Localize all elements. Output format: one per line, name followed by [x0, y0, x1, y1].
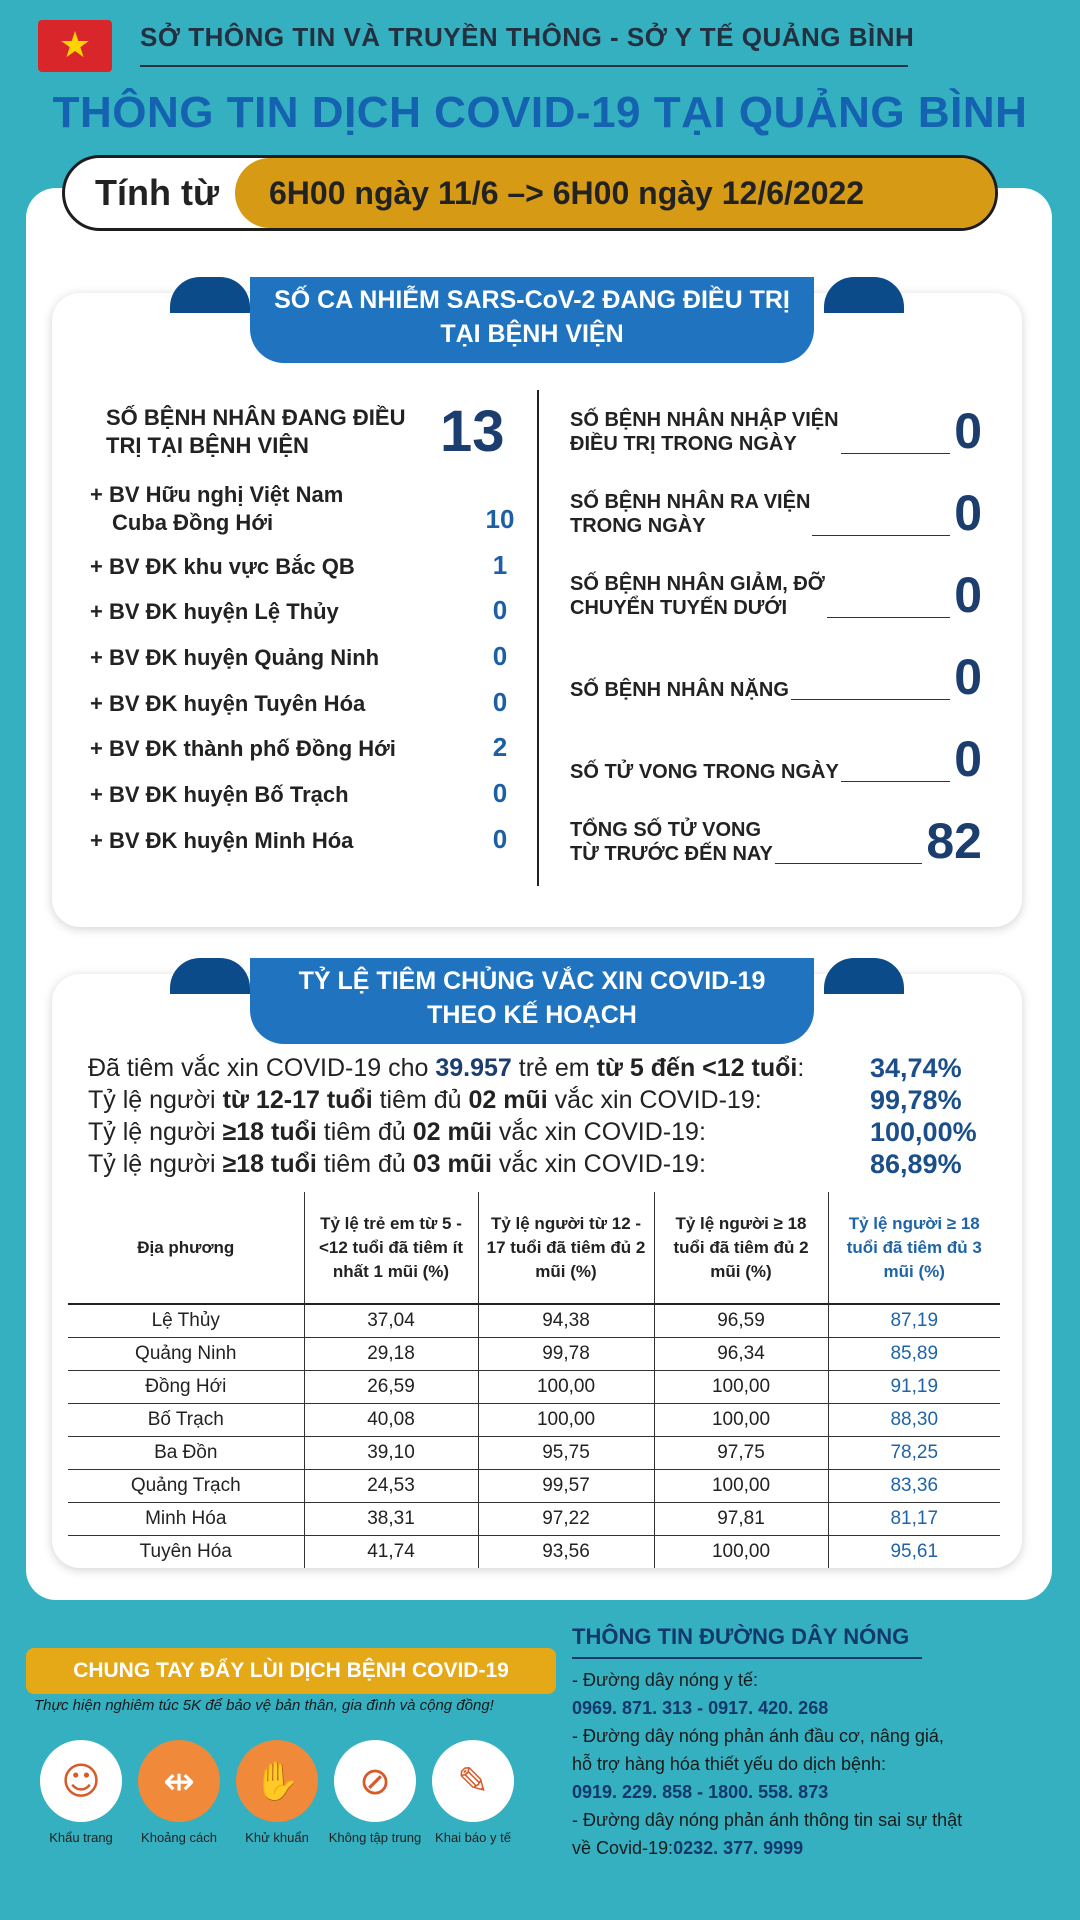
stat-label-line1: SỐ BỆNH NHÂN NHẬP VIỆN: [570, 409, 839, 431]
table-cell-locality: Đồng Hới: [68, 1370, 304, 1403]
distance-icon: ⇹: [138, 1740, 220, 1822]
table-cell-value: 41,74: [304, 1535, 478, 1568]
hospital-item-value: 0: [492, 778, 508, 808]
vaccination-summary-line: [88, 1084, 988, 1116]
table-row: [68, 1502, 1000, 1535]
organization-header: SỞ THÔNG TIN VÀ TRUYỀN THÔNG - SỞ Y TẾ QUẢNG BÌNH: [140, 22, 915, 52]
hotline-health-label: - Đường dây nóng y tế:: [572, 1670, 758, 1690]
stat-label-line1: SỐ BỆNH NHÂN RA VIỆN: [570, 491, 811, 513]
stat-label-line2: TRONG NGÀY: [570, 515, 706, 537]
stat-label-line2: CHUYỂN TUYẾN DƯỚI: [570, 597, 788, 619]
text-span: ≥18 tuổi: [222, 1118, 317, 1146]
date-range-bar: [62, 155, 998, 231]
hotline-fake-news-label: về Covid-19:: [572, 1838, 674, 1858]
hospital-item-value: 1: [492, 550, 508, 580]
column-header: Tỷ lệ trẻ em từ 5 - <12 tuổi đã tiêm ít nhất 1 mũi (%): [304, 1192, 478, 1304]
hospital-item-value: 10: [485, 504, 515, 534]
stat-deaths-today: [570, 724, 990, 787]
stat-total-deaths: [570, 806, 990, 869]
table-cell-value: 97,22: [478, 1502, 654, 1535]
stat-label: [570, 490, 812, 538]
column-header: Tỷ lệ người từ 12 - 17 tuổi đã tiêm đủ 2 mũi (%): [478, 1192, 654, 1304]
hospital-item-name: + BV ĐK thành phố Đồng Hới: [90, 736, 396, 761]
hospital-item-value: 0: [492, 595, 508, 625]
hospital-item-name: + BV ĐK huyện Lệ Thủy: [90, 599, 339, 624]
table-cell-value: 100,00: [654, 1403, 828, 1436]
stat-value: 0: [950, 406, 982, 456]
table-cell-locality: Lệ Thủy: [68, 1304, 304, 1337]
text-span: trẻ em: [511, 1054, 597, 1082]
hand-wash-icon: ✋: [236, 1740, 318, 1822]
stat-label: [570, 408, 841, 456]
text-span: vắc xin COVID-19:: [547, 1086, 762, 1114]
ribbon-wing-left: [170, 958, 250, 994]
hospital-item-value: 0: [492, 641, 508, 671]
slogan-subtitle: Thực hiện nghiêm túc 5K để bảo vệ bản thân, gia đình và cộng đồng!: [34, 1697, 494, 1714]
hospital-item-value: 0: [492, 824, 508, 854]
table-cell-value: 100,00: [478, 1370, 654, 1403]
text-span: vắc xin COVID-19:: [491, 1118, 706, 1146]
table-cell-value: 95,61: [828, 1535, 1000, 1568]
table-cell-locality: Bố Trạch: [68, 1403, 304, 1436]
table-cell-locality: Ba Đồn: [68, 1436, 304, 1469]
hotline-fake-news-number: 0232. 377. 9999: [673, 1838, 804, 1858]
table-cell-value: 87,19: [828, 1304, 1000, 1337]
mask-icon: ☺: [40, 1740, 122, 1822]
treatment-section-title: [250, 277, 814, 363]
table-cell-value: 99,78: [478, 1337, 654, 1370]
ribbon-wing-right: [824, 277, 904, 313]
table-cell-value: 24,53: [304, 1469, 478, 1502]
text-span: :: [797, 1054, 805, 1082]
hospital-item-name: + BV ĐK huyện Quảng Ninh: [90, 645, 380, 670]
header-divider: [140, 65, 908, 67]
stat-label: SỐ TỬ VONG TRONG NGÀY: [570, 761, 839, 783]
table-cell-value: 96,34: [654, 1337, 828, 1370]
health-declaration-icon: ✎: [432, 1740, 514, 1822]
table-cell-value: 38,31: [304, 1502, 478, 1535]
column-divider: [537, 390, 539, 886]
table-cell-locality: Minh Hóa: [68, 1502, 304, 1535]
rule-label: Khai báo y tế: [435, 1830, 511, 1845]
table-cell-locality: Quảng Ninh: [68, 1337, 304, 1370]
hospital-name-line1: + BV Hữu nghị Việt Nam: [90, 482, 344, 507]
table-row: [68, 1535, 1000, 1568]
hospital-item-name: + BV ĐK huyện Bố Trạch: [90, 782, 349, 807]
vaccination-title-line1: TỶ LỆ TIÊM CHỦNG VẮC XIN COVID-19: [298, 967, 766, 995]
stat-label-line1: SỐ BỆNH NHÂN GIẢM, ĐỠ: [570, 573, 825, 595]
ribbon-wing-left: [170, 277, 250, 313]
table-cell-value: 100,00: [654, 1370, 828, 1403]
rule-label: Khoảng cách: [141, 1830, 217, 1845]
vaccination-summary-line: [88, 1116, 988, 1148]
stat-label: [570, 818, 775, 866]
stat-value: 82: [922, 816, 982, 866]
table-cell-value: 100,00: [654, 1535, 828, 1568]
stat-label-line2: ĐIỀU TRỊ TRONG NGÀY: [570, 433, 797, 455]
table-cell-value: 100,00: [654, 1469, 828, 1502]
hospital-item-value: 0: [492, 687, 508, 717]
hotline-divider: [572, 1657, 922, 1659]
vaccination-section-title: [250, 958, 814, 1044]
table-row: [68, 1436, 1000, 1469]
vietnam-flag-icon: [38, 20, 112, 72]
table-cell-value: 99,57: [478, 1469, 654, 1502]
table-cell-value: 88,30: [828, 1403, 1000, 1436]
hospital-item-value: 2: [492, 732, 508, 762]
table-cell-value: 93,56: [478, 1535, 654, 1568]
vaccination-summary-pct: 100,00%: [870, 1117, 977, 1147]
table-cell-value: 100,00: [478, 1403, 654, 1436]
stat-label: [570, 572, 827, 620]
stat-value: 0: [950, 652, 982, 702]
table-cell-locality: Tuyên Hóa: [139, 1540, 232, 1562]
text-span: từ 12-17 tuổi: [222, 1086, 373, 1114]
table-row: [68, 1304, 1000, 1337]
no-gathering-icon: ⊘: [334, 1740, 416, 1822]
table-cell-value: 94,38: [478, 1304, 654, 1337]
table-cell-value: 78,25: [828, 1436, 1000, 1469]
text-span: 03 mũi: [412, 1150, 492, 1178]
stat-label: SỐ BỆNH NHÂN NẶNG: [570, 679, 789, 701]
stat-value: 0: [950, 734, 982, 784]
text-span: vắc xin COVID-19:: [491, 1150, 706, 1178]
table-cell-value: 26,59: [304, 1370, 478, 1403]
date-range-value: 6H00 ngày 11/6 –> 6H00 ngày 12/6/2022: [235, 158, 995, 228]
text-span: tiêm đủ: [316, 1150, 413, 1178]
hospital-item-name: + BV ĐK huyện Tuyên Hóa: [90, 691, 366, 716]
table-cell-value: 39,10: [304, 1436, 478, 1469]
text-span: tiêm đủ: [316, 1118, 413, 1146]
page-title: THÔNG TIN DỊCH COVID-19 TẠI QUẢNG BÌNH: [52, 88, 1028, 137]
table-cell-value: 97,81: [654, 1502, 828, 1535]
text-span: Tỷ lệ người: [88, 1086, 223, 1114]
table-row: [68, 1337, 1000, 1370]
vaccination-summary-pct: 99,78%: [870, 1085, 962, 1115]
hotline-price-numbers: 0919. 229. 858 - 1800. 558. 873: [572, 1782, 829, 1802]
text-span: 39.957: [435, 1054, 512, 1082]
table-cell-value: 29,18: [304, 1337, 478, 1370]
vaccination-table: [68, 1192, 1000, 1568]
text-span: 02 mũi: [468, 1086, 548, 1114]
hotline-fake-news-label: - Đường dây nóng phản ánh thông tin sai sự thật: [572, 1810, 963, 1830]
table-cell-value: 91,19: [828, 1370, 1000, 1403]
vaccination-summary-line: [88, 1148, 988, 1180]
text-span: Tỷ lệ người: [88, 1150, 223, 1178]
table-cell-value: 37,04: [304, 1304, 478, 1337]
column-header: Tỷ lệ người ≥ 18 tuổi đã tiêm đủ 2 mũi (%): [654, 1192, 828, 1304]
table-cell-locality: Quảng Trạch: [68, 1469, 304, 1502]
text-span: ≥18 tuổi: [222, 1150, 317, 1178]
treatment-title-line2: TẠI BỆNH VIỆN: [440, 320, 624, 348]
column-header: Tỷ lệ người ≥ 18 tuổi đã tiêm đủ 3 mũi (%): [828, 1192, 1000, 1304]
rule-label: Không tập trung: [328, 1830, 422, 1845]
hotline-price-label: - Đường dây nóng phản ánh đầu cơ, nâng giá,: [572, 1726, 944, 1746]
flag-star-icon: ★: [58, 25, 92, 66]
vaccination-summary-pct: 86,89%: [870, 1149, 962, 1179]
vaccination-summary-line: [88, 1052, 988, 1084]
hotline-price-label: hỗ trợ hàng hóa thiết yếu do dịch bệnh:: [572, 1754, 887, 1774]
stat-label-line2: TỪ TRƯỚC ĐẾN NAY: [570, 843, 773, 865]
table-cell-value: 85,89: [828, 1337, 1000, 1370]
text-span: tiêm đủ: [372, 1086, 469, 1114]
total-inpatients-value: 13: [440, 399, 505, 464]
text-span: Tỷ lệ người: [88, 1118, 223, 1146]
slogan-banner: CHUNG TAY ĐẨY LÙI DỊCH BỆNH COVID-19: [26, 1648, 556, 1694]
hospital-item-name: + BV ĐK huyện Minh Hóa: [90, 828, 354, 853]
rule-label: Khẩu trang: [49, 1830, 113, 1845]
hotline-fake-news-row: [572, 1834, 1072, 1862]
vaccination-title-line2: THEO KẾ HOẠCH: [427, 1001, 637, 1029]
table-cell-value: 96,59: [654, 1304, 828, 1337]
date-range-label: Tính từ: [95, 172, 220, 213]
stat-admitted-today: [570, 396, 990, 459]
hospital-item-name: + BV ĐK khu vực Bắc QB: [90, 554, 355, 579]
stat-label-line1: TỔNG SỐ TỬ VONG: [570, 819, 762, 841]
hotline-title: THÔNG TIN ĐƯỜNG DÂY NÓNG: [572, 1624, 910, 1649]
stat-value: 0: [950, 488, 982, 538]
text-span: Đã tiêm vắc xin COVID-19 cho: [88, 1054, 436, 1082]
stat-severe: [570, 642, 990, 705]
stat-value: 0: [950, 570, 982, 620]
table-cell-value: 97,75: [654, 1436, 828, 1469]
table-cell-value: 40,08: [304, 1403, 478, 1436]
stat-discharged-today: [570, 478, 990, 541]
table-row: [68, 1403, 1000, 1436]
text-span: 02 mũi: [412, 1118, 492, 1146]
table-cell-value: 95,75: [478, 1436, 654, 1469]
treatment-title-line1: SỐ CA NHIỄM SARS-CoV-2 ĐANG ĐIỀU TRỊ: [274, 286, 790, 314]
stat-transferred-down: [570, 560, 990, 623]
hotline-health-numbers: 0969. 871. 313 - 0917. 420. 268: [572, 1698, 829, 1718]
column-header: Địa phương: [68, 1192, 304, 1304]
table-header-row: [68, 1192, 1000, 1304]
total-inpatients-label: SỐ BỆNH NHÂN ĐANG ĐIỀU TRỊ TẠI BỆNH VIỆN: [106, 405, 406, 458]
hospital-name-line2: Cuba Đồng Hới: [112, 510, 274, 535]
ribbon-wing-right: [824, 958, 904, 994]
table-row: [68, 1469, 1000, 1502]
vaccination-summary-pct: 34,74%: [870, 1053, 962, 1083]
table-cell-value: 83,36: [828, 1469, 1000, 1502]
table-row: [68, 1370, 1000, 1403]
rule-label: Khử khuẩn: [245, 1830, 309, 1845]
text-span: từ 5 đến <12 tuổi: [596, 1054, 798, 1082]
hospital-item-name: [90, 481, 450, 537]
table-cell-value: 81,17: [828, 1502, 1000, 1535]
